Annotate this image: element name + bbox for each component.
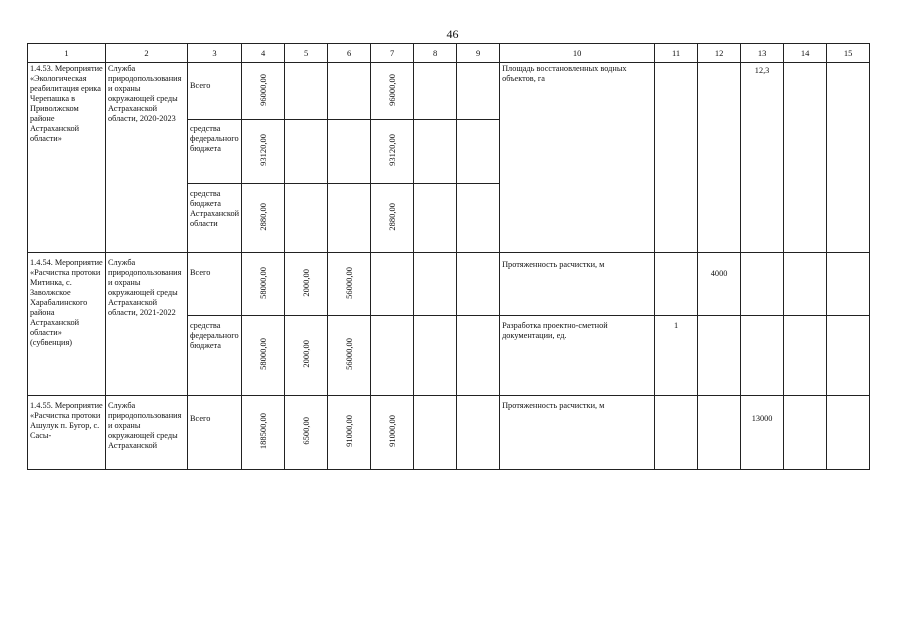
amount-cell: 2880,00	[371, 184, 414, 253]
empty-cell	[457, 396, 500, 470]
amount-cell: 6500,00	[285, 396, 328, 470]
amount-cell: 58000,00	[242, 316, 285, 396]
amount-cell: 96000,00	[242, 63, 285, 120]
activity-name: 1.4.54. Мероприятие «Расчистка протоки Митинка, с. Заволжское Харабалинского района Астраханской области» (субвенция)	[28, 253, 106, 396]
indicator-value: 12,3	[741, 63, 784, 253]
amount-cell: 91000,00	[328, 396, 371, 470]
amount-cell: 96000,00	[371, 63, 414, 120]
budget-table	[27, 43, 870, 470]
empty-cell	[285, 63, 328, 120]
empty-cell	[285, 184, 328, 253]
empty-cell	[827, 253, 870, 316]
funding-source: средства бюджета Астраханской области	[188, 184, 242, 253]
indicator-value: 13000	[741, 396, 784, 470]
responsible-org: Служба природопользования и охраны окружающей среды Астраханской области, 2020-2023	[106, 63, 188, 253]
indicator-value: 1	[655, 316, 698, 396]
header-cell: 8	[414, 44, 457, 63]
table-row	[28, 63, 870, 120]
amount-cell: 56000,00	[328, 253, 371, 316]
empty-cell	[414, 63, 457, 120]
empty-cell	[414, 184, 457, 253]
empty-cell	[328, 63, 371, 120]
empty-cell	[655, 396, 698, 470]
empty-cell	[328, 120, 371, 184]
empty-cell	[784, 253, 827, 316]
empty-cell	[328, 184, 371, 253]
indicator: Площадь восстановленных водных объектов, га	[500, 63, 655, 253]
empty-cell	[457, 120, 500, 184]
amount-cell: 56000,00	[328, 316, 371, 396]
indicator: Протяженность расчистки, м	[500, 396, 655, 470]
funding-source: средства федерального бюджета	[188, 120, 242, 184]
indicator: Разработка проектно-сметной документации, ед.	[500, 316, 655, 396]
indicator-value: 4000	[698, 253, 741, 316]
amount-cell: 58000,00	[242, 253, 285, 316]
empty-cell	[741, 316, 784, 396]
empty-cell	[285, 120, 328, 184]
header-cell: 10	[500, 44, 655, 63]
empty-cell	[827, 316, 870, 396]
indicator: Протяженность расчистки, м	[500, 253, 655, 316]
page-number: 46	[446, 27, 459, 41]
empty-cell	[371, 253, 414, 316]
header-cell: 15	[827, 44, 870, 63]
empty-cell	[414, 253, 457, 316]
table-row	[28, 253, 870, 316]
header-cell: 14	[784, 44, 827, 63]
table-row	[28, 396, 870, 470]
empty-cell	[827, 396, 870, 470]
amount-cell: 2000,00	[285, 316, 328, 396]
empty-cell	[741, 253, 784, 316]
empty-cell	[784, 316, 827, 396]
header-cell: 11	[655, 44, 698, 63]
funding-source: Всего	[188, 253, 242, 316]
funding-source: Всего	[188, 63, 242, 120]
empty-cell	[827, 63, 870, 253]
header-row	[28, 44, 870, 63]
amount-cell: 93120,00	[242, 120, 285, 184]
funding-source: средства федерального бюджета	[188, 316, 242, 396]
empty-cell	[457, 184, 500, 253]
amount-cell: 93120,00	[371, 120, 414, 184]
amount-cell: 2000,00	[285, 253, 328, 316]
empty-cell	[414, 396, 457, 470]
header-cell: 6	[328, 44, 371, 63]
header-cell: 5	[285, 44, 328, 63]
empty-cell	[698, 63, 741, 253]
responsible-org: Служба природопользования и охраны окружающей среды Астраханской	[106, 396, 188, 470]
empty-cell	[784, 63, 827, 253]
header-cell: 3	[188, 44, 242, 63]
empty-cell	[698, 316, 741, 396]
amount-cell: 188500,00	[242, 396, 285, 470]
header-cell: 2	[106, 44, 188, 63]
header-cell: 12	[698, 44, 741, 63]
header-cell: 9	[457, 44, 500, 63]
empty-cell	[414, 120, 457, 184]
amount-cell: 2880,00	[242, 184, 285, 253]
empty-cell	[655, 253, 698, 316]
empty-cell	[655, 63, 698, 253]
responsible-org: Служба природопользования и охраны окружающей среды Астраханской области, 2021-2022	[106, 253, 188, 396]
empty-cell	[457, 316, 500, 396]
amount-cell: 91000,00	[371, 396, 414, 470]
empty-cell	[457, 253, 500, 316]
empty-cell	[371, 316, 414, 396]
empty-cell	[784, 396, 827, 470]
empty-cell	[457, 63, 500, 120]
funding-source: Всего	[188, 396, 242, 470]
header-cell: 7	[371, 44, 414, 63]
activity-name: 1.4.53. Мероприятие «Экологическая реабилитация ерика Черепашка в Приволжском районе Астраханской области»	[28, 63, 106, 253]
header-cell: 4	[242, 44, 285, 63]
activity-name: 1.4.55. Мероприятие «Расчистка протоки Ашулук п. Бугор, с. Сасы-	[28, 396, 106, 470]
empty-cell	[698, 396, 741, 470]
header-cell: 1	[28, 44, 106, 63]
header-cell: 13	[741, 44, 784, 63]
empty-cell	[414, 316, 457, 396]
